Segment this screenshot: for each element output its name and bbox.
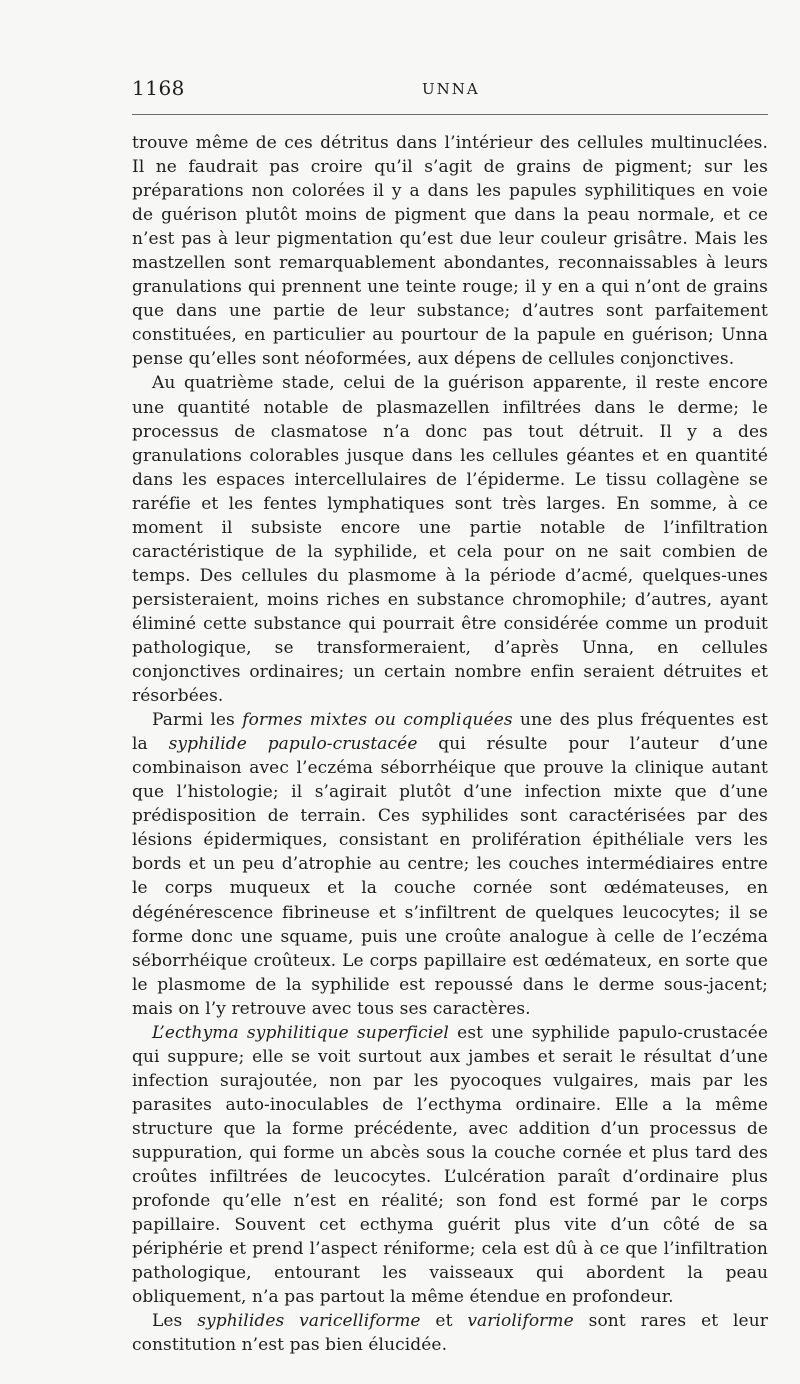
paragraph-2: Au quatrième stade, celui de la guérison apparente, il reste encore une quantité notable de plasmazellen infiltrées dans le derme; le processus de clasmatose n’a donc pas tout détruit. Il y a des granulations colorables jusque dans les cellules géantes et en quantité dans les espaces intercellulaires de l’épiderme. Le tissu collagène se raréfie et les fentes lymphatiques sont très larges. En somme, à ce moment il subsiste encore une partie notable de l’infiltration caractéristique de la syphilide, et cela pour on ne sait combien de temps. Des cellules du plasmome à la période d’acmé, quelques-unes persisteraient, moins riches en substance chromophile; d’autres, ayant éliminé cette substance qui pourrait être considérée comme un produit pathologique, se transformeraient, d’après Unna, en cellules conjonctives ordinaires; un certain nombre enfin seraient détruites et résorbées.: [132, 373, 768, 707]
text-run: est une syphilide papulo-crustacée qui suppure; elle se voit surtout aux jambes et serait le résultat d’une infection surajoutée, non par les pyocoques vulgaires, mais par les parasites auto-inoculables de l’ecthyma ordinaire. Elle a la même structure que la forme précédente, avec addition d’un processus de suppuration, qui forme un abcès sous la couche cornée et plus tard des croûtes infiltrées de leucocytes. L’ulcération paraît d’ordinaire plus profonde qu’elle n’est en réalité; son fond est formé par le corps papillaire. Souvent cet ecthyma guérit plus vite d’un côté de sa périphérie et prend l’aspect réniforme; cela est dû à ce que l’infiltration pathologique, entourant les vaisseaux qui abordent la peau obliquement, n’a pas partout la même étendue en profondeur.: [132, 1022, 768, 1308]
page-number: 1168: [132, 76, 185, 100]
italic-term: formes mixtes ou compliquées: [242, 710, 513, 731]
paragraph-3: [132, 708, 768, 1021]
italic-term: syphilide papulo-crustacée: [168, 734, 418, 755]
text-run: Parmi les: [152, 710, 243, 731]
text-run: Les: [152, 1311, 198, 1332]
text-run: et: [420, 1311, 468, 1332]
body-text: [132, 131, 768, 1357]
paragraph-1: trouve même de ces détritus dans l’intérieur des cellules multinuclées. Il ne faudrait pas croire qu’il s’agit de grains de pigment; sur les préparations non colorées il y a dans les papules syphilitiques en voie de guérison plutôt moins de pigment que dans la peau normale, et ce n’est pas à leur pigmentation qu’est due leur couleur grisâtre. Mais les mastzellen sont remarquablement abondantes, reconnaissables à leurs granulations qui prennent une teinte rouge; il y en a qui n’ont de grains que dans une partie de leur substance; d’autres sont parfaitement constituées, en particulier au pourtour de la papule en guérison; Unna pense qu’elles sont néoformées, aux dépens de cellules conjonctives.: [132, 133, 768, 370]
text-run: sont rares et leur constitution n’est pas bien élucidée.: [132, 1311, 768, 1356]
paragraph-4: [132, 1021, 768, 1310]
header-rule: [132, 114, 768, 115]
text-run: une des plus fréquentes est la: [132, 710, 768, 755]
italic-term: L’ecthyma syphilitique superficiel: [152, 1022, 449, 1043]
page-header: [132, 76, 768, 104]
running-head: UNNA: [422, 80, 480, 98]
text-run: qui résulte pour l’auteur d’une combinaison avec l’eczéma séborrhéique que prouve la clinique autant que l’histologie; il s’agirait plutôt d’une infection mixte que d’une prédisposition de terrain. Ces syphilides sont caractérisées par des lésions épidermiques, consistant en prolifération épithéliale vers les bords et un peu d’atrophie au centre; les couches intermédiaires entre le corps muqueux et la couche cornée sont œdémateuses, en dégénérescence fibrineuse et s’infiltrent de quelques leucocytes; il se forme donc une squame, puis une croûte analogue à celle de l’eczéma séborrhéique croûteux. Le corps papillaire est œdémateux, en sorte que le plasmome de la syphilide est repoussé dans le derme sous-jacent; mais on l’y retrouve avec tous ses caractères.: [132, 734, 768, 1019]
paragraph-5: [132, 1309, 768, 1357]
italic-term: syphilides varicelliforme: [197, 1311, 421, 1332]
italic-term: varioliforme: [467, 1311, 574, 1332]
